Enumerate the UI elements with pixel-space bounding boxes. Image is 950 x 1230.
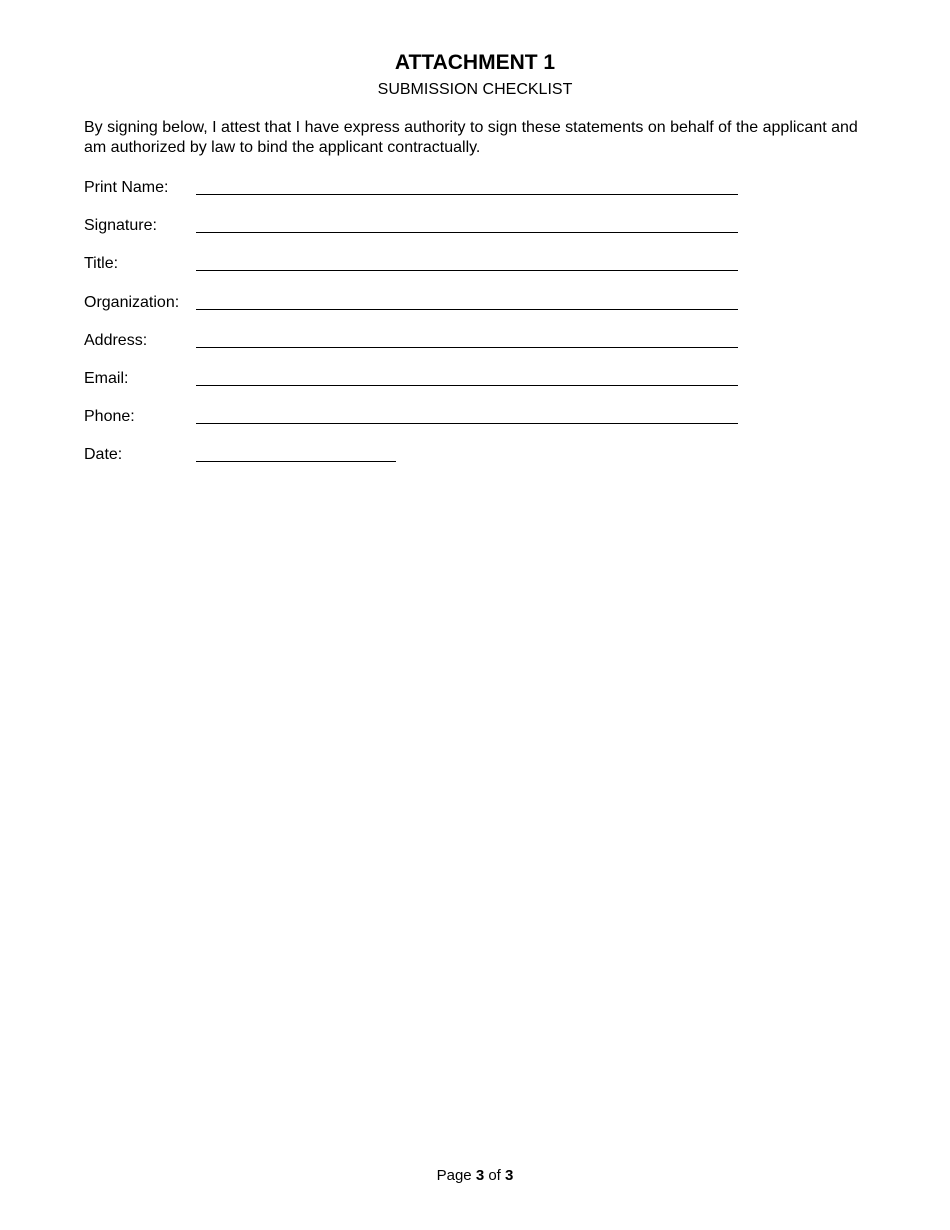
phone-label: Phone: — [84, 408, 135, 426]
email-line[interactable] — [196, 385, 738, 386]
title-label: Title: — [84, 255, 119, 273]
page-footer — [0, 1166, 950, 1186]
signature-line[interactable] — [196, 232, 738, 233]
address-label: Address: — [84, 331, 148, 349]
field-row-signature — [84, 214, 784, 252]
field-row-date — [84, 443, 784, 481]
print-name-line[interactable] — [196, 194, 738, 195]
page-number-separator: of — [488, 1167, 501, 1184]
field-row-phone — [84, 405, 784, 443]
organization-line[interactable] — [196, 309, 738, 310]
field-row-print-name — [84, 176, 784, 214]
date-label: Date: — [84, 446, 123, 464]
title-line[interactable] — [196, 270, 738, 271]
page-number-prefix: Page — [436, 1167, 472, 1184]
field-row-title — [84, 252, 784, 290]
signature-label: Signature: — [84, 217, 157, 235]
date-line[interactable] — [196, 461, 396, 462]
email-label: Email: — [84, 369, 129, 387]
print-name-label: Print Name: — [84, 179, 169, 196]
total-page-count: 3 — [505, 1167, 514, 1184]
phone-line[interactable] — [196, 423, 738, 424]
field-row-email — [84, 367, 784, 405]
field-row-address — [84, 329, 784, 367]
field-row-organization — [84, 291, 784, 329]
signature-form — [84, 176, 784, 482]
page-subtitle: SUBMISSION CHECKLIST — [377, 81, 573, 98]
attestation-statement: By signing below, I attest that I have express authority to sign these statements on behalf of the applicant and am authorized by law to bind the applicant contractually. — [84, 119, 858, 156]
current-page-number: 3 — [475, 1167, 485, 1184]
address-line[interactable] — [196, 347, 738, 348]
page-title: ATTACHMENT 1 — [394, 51, 556, 74]
organization-label: Organization: — [84, 293, 180, 311]
